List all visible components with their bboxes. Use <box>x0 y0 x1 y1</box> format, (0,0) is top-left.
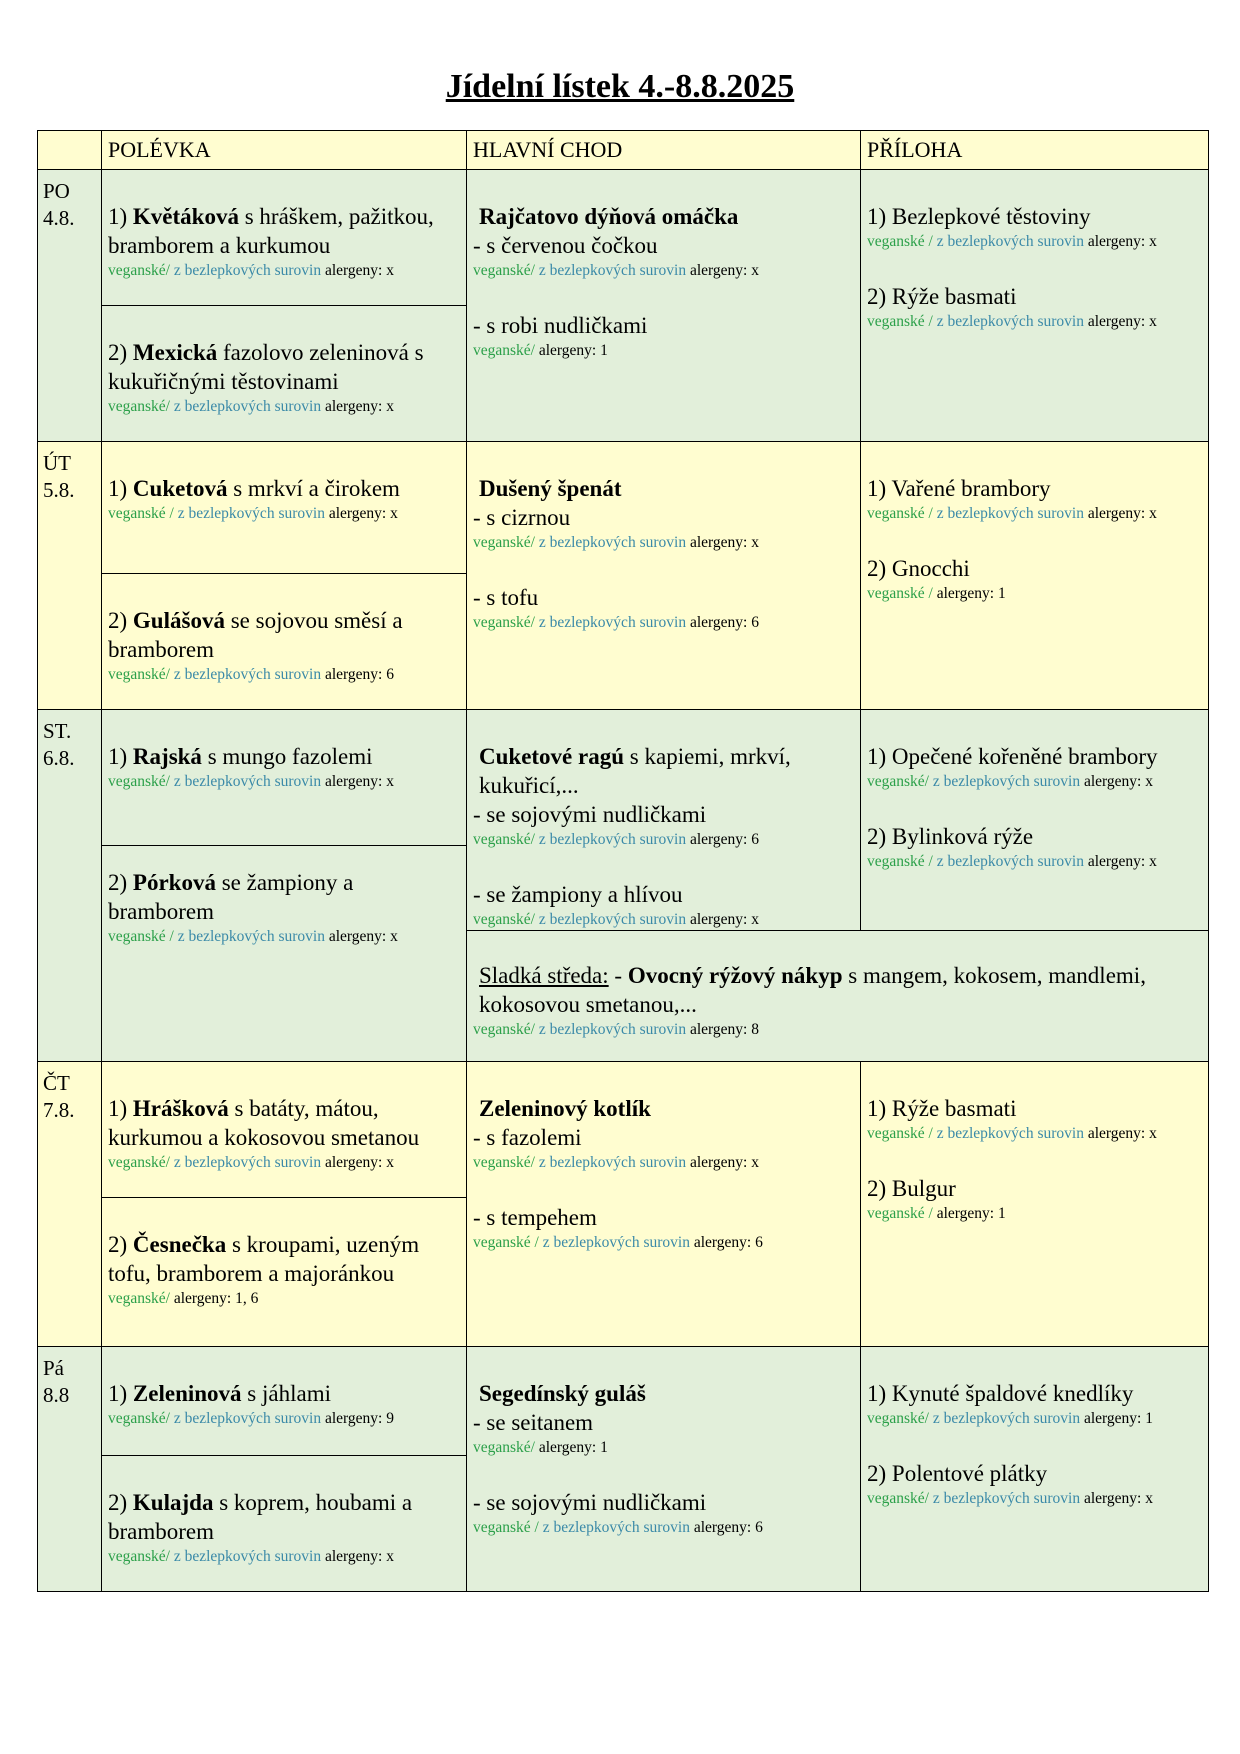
soup-number: 2) <box>108 1232 128 1257</box>
soup-name: Rajská <box>132 744 202 769</box>
vegan-tag: veganské/ <box>473 831 535 848</box>
option-text: - s cizrnou <box>473 505 571 530</box>
main-dish <box>473 1379 854 1408</box>
soup-number: 1) <box>108 476 128 501</box>
vegan-tag: veganské/ <box>473 1021 535 1038</box>
option-label <box>473 532 854 553</box>
vegan-tag: veganské / <box>867 505 933 522</box>
day-name: PO <box>43 179 70 203</box>
side-label <box>867 1488 1202 1509</box>
soup-label <box>108 664 460 685</box>
side-text: 1) Vařené brambory <box>867 476 1051 501</box>
allergens: alergeny: 1 <box>538 1439 608 1456</box>
vegan-tag: veganské/ <box>108 1410 170 1427</box>
option-label <box>473 1517 854 1538</box>
option-text: - s tempehem <box>473 1205 597 1230</box>
main-option <box>473 231 854 281</box>
main-dish <box>473 1094 854 1123</box>
allergens: alergeny: x <box>1087 505 1157 522</box>
soup-name: Hrášková <box>132 1096 229 1121</box>
soup-number: 2) <box>108 1490 128 1515</box>
sweet-name: Ovocný rýžový nákyp <box>627 963 843 988</box>
soup-number: 1) <box>108 744 128 769</box>
gluten-free-tag: z bezlepkových surovin <box>173 1154 322 1171</box>
side-text: 2) Bulgur <box>867 1176 956 1201</box>
sweet-label: Sladká středa: <box>479 963 609 988</box>
gluten-free-tag: z bezlepkových surovin <box>538 262 687 279</box>
soup-desc: s hráškem, pažitkou, bramborem a kurkumou <box>108 204 434 258</box>
allergens: alergeny: 6 <box>689 614 759 631</box>
day-name: ST. <box>43 719 72 743</box>
vegan-tag: veganské/ <box>108 262 170 279</box>
option-label <box>473 1437 854 1458</box>
side-label <box>867 1408 1202 1429</box>
gluten-free-tag: z bezlepkových surovin <box>173 262 322 279</box>
vegan-tag: veganské/ <box>473 262 535 279</box>
soup-number: 2) <box>108 870 128 895</box>
vegan-tag: veganské / <box>108 928 174 945</box>
allergens: alergeny: x <box>1083 1490 1153 1507</box>
soup-label <box>108 1546 460 1567</box>
main-option <box>473 1203 854 1253</box>
soup-desc: s mungo fazolemi <box>207 744 373 769</box>
option-label <box>473 909 854 930</box>
gluten-free-tag: z bezlepkových surovin <box>538 831 687 848</box>
side-label <box>867 771 1202 792</box>
allergens: alergeny: 6 <box>324 666 394 683</box>
main-desc: s kapiemi, mrkví, kukuřicí,... <box>479 744 791 798</box>
sweet-dish <box>473 961 1202 1019</box>
allergens: alergeny: x <box>324 398 394 415</box>
vegan-tag: veganské/ <box>867 773 929 790</box>
soup-label <box>108 260 460 281</box>
option-text: - se sojovými nudličkami <box>473 802 707 827</box>
vegan-tag: veganské/ <box>108 773 170 790</box>
soup-name: Květáková <box>132 204 239 229</box>
allergens: alergeny: x <box>328 928 398 945</box>
side-text: 1) Opečené kořeněné brambory <box>867 744 1158 769</box>
vegan-tag: veganské/ <box>108 1548 170 1565</box>
header-empty <box>38 131 102 170</box>
side-item <box>867 1174 1202 1224</box>
allergens: alergeny: x <box>324 1154 394 1171</box>
header-side: PŘÍLOHA <box>861 131 1209 170</box>
day-row <box>38 1062 1209 1198</box>
gluten-free-tag: z bezlepkových surovin <box>538 911 687 928</box>
soup-desc: s jáhlami <box>247 1381 331 1406</box>
allergens: alergeny: x <box>1087 313 1157 330</box>
side-cell <box>861 442 1209 710</box>
sweet-cell <box>467 931 1209 1062</box>
side-item <box>867 554 1202 604</box>
allergens: alergeny: x <box>1087 233 1157 250</box>
vegan-tag: veganské/ <box>108 1290 170 1307</box>
option-label <box>473 340 854 361</box>
side-text: 2) Gnocchi <box>867 556 970 581</box>
main-option <box>473 1408 854 1458</box>
soup-1 <box>108 742 460 771</box>
soup-number: 1) <box>108 1096 128 1121</box>
main-name: Zeleninový kotlík <box>479 1096 651 1121</box>
header-soup: POLÉVKA <box>102 131 467 170</box>
gluten-free-tag: z bezlepkových surovin <box>538 614 687 631</box>
option-text: - se žampiony a hlívou <box>473 882 683 907</box>
soup-cell <box>102 1062 467 1198</box>
vegan-tag: veganské / <box>867 1205 933 1222</box>
option-text: - s tofu <box>473 585 539 610</box>
soup-name: Cuketová <box>132 476 228 501</box>
main-cell <box>467 1347 861 1592</box>
soup-desc: s kroupami, uzeným tofu, bramborem a majoránkou <box>108 1232 420 1286</box>
gluten-free-tag: z bezlepkových surovin <box>173 398 322 415</box>
option-text: - s robi nudličkami <box>473 313 648 338</box>
gluten-free-tag: z bezlepkových surovin <box>538 534 687 551</box>
side-cell <box>861 1062 1209 1347</box>
soup-cell <box>102 846 467 1062</box>
allergens: alergeny: x <box>689 1154 759 1171</box>
allergens: alergeny: 8 <box>689 1021 759 1038</box>
day-row <box>38 442 1209 574</box>
side-cell <box>861 1347 1209 1592</box>
side-cell <box>861 170 1209 442</box>
page-title: Jídelní lístek 4.-8.8.2025 <box>445 68 795 105</box>
main-dish <box>473 474 854 503</box>
side-text: 1) Kynuté špaldové knedlíky <box>867 1381 1134 1406</box>
menu-table <box>37 130 1209 1592</box>
soup-1 <box>108 474 460 503</box>
main-option <box>473 583 854 633</box>
gluten-free-tag: z bezlepkových surovin <box>177 928 325 945</box>
main-option <box>473 311 854 361</box>
gluten-free-tag: z bezlepkových surovin <box>542 1519 690 1536</box>
main-name: Cuketové ragú <box>479 744 625 769</box>
option-text: - se sojovými nudličkami <box>473 1490 707 1515</box>
soup-desc: se žampiony a bramborem <box>108 870 354 924</box>
gluten-free-tag: z bezlepkových surovin <box>173 1548 322 1565</box>
vegan-tag: veganské/ <box>108 398 170 415</box>
gluten-free-tag: z bezlepkových surovin <box>538 1154 687 1171</box>
vegan-tag: veganské / <box>867 853 933 870</box>
day-row <box>38 170 1209 306</box>
day-cell <box>38 170 102 442</box>
vegan-tag: veganské/ <box>473 534 535 551</box>
vegan-tag: veganské / <box>867 313 933 330</box>
side-text: 1) Rýže basmati <box>867 1096 1017 1121</box>
main-dish <box>473 202 854 231</box>
allergens: alergeny: x <box>689 262 759 279</box>
header-main: HLAVNÍ CHOD <box>467 131 861 170</box>
gluten-free-tag: z bezlepkových surovin <box>936 313 1084 330</box>
soup-1 <box>108 1379 460 1408</box>
gluten-free-tag: z bezlepkových surovin <box>538 1021 687 1038</box>
side-cell <box>861 710 1209 931</box>
soup-desc: se sojovou směsí a bramborem <box>108 608 403 662</box>
day-row <box>38 1347 1209 1456</box>
soup-desc: fazolovo zeleninová s kukuřičnými těstovinami <box>108 340 424 394</box>
option-label <box>473 260 854 281</box>
day-date: 4.8. <box>43 206 75 230</box>
allergens: alergeny: x <box>689 534 759 551</box>
side-text: 1) Bezlepkové těstoviny <box>867 204 1091 229</box>
main-option <box>473 1123 854 1173</box>
allergens: alergeny: 1 <box>538 342 608 359</box>
main-name: Rajčatovo dýňová omáčka <box>479 204 739 229</box>
side-item <box>867 1459 1202 1509</box>
vegan-tag: veganské/ <box>867 1490 929 1507</box>
side-text: 2) Bylinková rýže <box>867 824 1034 849</box>
gluten-free-tag: z bezlepkových surovin <box>177 505 325 522</box>
soup-cell <box>102 442 467 574</box>
allergens: alergeny: x <box>1083 773 1153 790</box>
soup-label <box>108 926 460 947</box>
gluten-free-tag: z bezlepkových surovin <box>936 505 1084 522</box>
option-text: - s červenou čočkou <box>473 233 658 258</box>
side-label <box>867 1123 1202 1144</box>
allergens: alergeny: 6 <box>689 831 759 848</box>
side-item <box>867 822 1202 872</box>
soup-name: Gulášová <box>132 608 225 633</box>
side-item <box>867 742 1202 792</box>
side-item <box>867 202 1202 252</box>
side-label <box>867 583 1202 604</box>
soup-desc: s batáty, mátou, kurkumou a kokosovou smetanou <box>108 1096 420 1150</box>
main-dish <box>473 742 854 800</box>
gluten-free-tag: z bezlepkových surovin <box>932 1410 1081 1427</box>
soup-label <box>108 396 460 417</box>
main-option <box>473 1488 854 1538</box>
allergens: alergeny: 6 <box>693 1519 763 1536</box>
vegan-tag: veganské/ <box>473 342 535 359</box>
soup-1 <box>108 202 460 260</box>
allergens: alergeny: 1 <box>1083 1410 1153 1427</box>
day-date: 5.8. <box>43 478 75 502</box>
side-text: 2) Polentové plátky <box>867 1461 1048 1486</box>
soup-2 <box>108 868 460 926</box>
soup-label <box>108 1408 460 1429</box>
allergens: alergeny: x <box>1087 1125 1157 1142</box>
allergens: alergeny: 1, 6 <box>173 1290 259 1307</box>
day-cell <box>38 1062 102 1347</box>
soup-number: 1) <box>108 204 128 229</box>
side-label <box>867 1203 1202 1224</box>
soup-cell <box>102 710 467 846</box>
day-date: 6.8. <box>43 746 75 770</box>
sweet-label <box>473 1019 1202 1040</box>
day-name: ČT <box>43 1071 70 1095</box>
gluten-free-tag: z bezlepkových surovin <box>936 853 1084 870</box>
main-cell <box>467 170 861 442</box>
day-name: ÚT <box>43 451 71 475</box>
vegan-tag: veganské/ <box>473 911 535 928</box>
soup-2 <box>108 1230 460 1288</box>
option-label <box>473 1152 854 1173</box>
soup-label <box>108 503 460 524</box>
vegan-tag: veganské/ <box>473 1439 535 1456</box>
vegan-tag: veganské/ <box>108 1154 170 1171</box>
side-item <box>867 282 1202 332</box>
allergens: alergeny: x <box>689 911 759 928</box>
allergens: alergeny: 1 <box>936 585 1006 602</box>
soup-name: Zeleninová <box>132 1381 242 1406</box>
gluten-free-tag: z bezlepkových surovin <box>936 233 1084 250</box>
soup-2 <box>108 1488 460 1546</box>
main-name: Dušený špenát <box>479 476 622 501</box>
soup-number: 1) <box>108 1381 128 1406</box>
vegan-tag: veganské / <box>473 1519 539 1536</box>
allergens: alergeny: x <box>1087 853 1157 870</box>
vegan-tag: veganské/ <box>108 666 170 683</box>
soup-1 <box>108 1094 460 1152</box>
main-cell <box>467 1062 861 1347</box>
soup-desc: s koprem, houbami a bramborem <box>108 1490 413 1544</box>
vegan-tag: veganské / <box>867 585 933 602</box>
soup-cell <box>102 1456 467 1592</box>
soup-label <box>108 771 460 792</box>
vegan-tag: veganské/ <box>473 614 535 631</box>
soup-name: Mexická <box>132 340 218 365</box>
allergens: alergeny: x <box>324 773 394 790</box>
soup-cell <box>102 1198 467 1347</box>
soup-label <box>108 1152 460 1173</box>
soup-name: Pórková <box>132 870 216 895</box>
sweet-desc: s mangem, kokosem, mandlemi, kokosovou smetanou,... <box>479 963 1146 1017</box>
day-cell <box>38 442 102 710</box>
soup-number: 2) <box>108 608 128 633</box>
allergens: alergeny: x <box>328 505 398 522</box>
day-date: 8.8 <box>43 1383 70 1407</box>
gluten-free-tag: z bezlepkových surovin <box>542 1234 690 1251</box>
main-option <box>473 503 854 553</box>
allergens: alergeny: x <box>324 262 394 279</box>
day-row <box>38 710 1209 846</box>
gluten-free-tag: z bezlepkových surovin <box>173 1410 322 1427</box>
allergens: alergeny: x <box>324 1548 394 1565</box>
gluten-free-tag: z bezlepkových surovin <box>932 1490 1081 1507</box>
vegan-tag: veganské / <box>473 1234 539 1251</box>
side-text: 2) Rýže basmati <box>867 284 1017 309</box>
sweet-dash: - <box>614 963 623 988</box>
main-option <box>473 800 854 850</box>
main-cell <box>467 442 861 710</box>
day-cell <box>38 1347 102 1592</box>
soup-cell <box>102 306 467 442</box>
option-text: - s fazolemi <box>473 1125 582 1150</box>
soup-cell <box>102 1347 467 1456</box>
side-label <box>867 503 1202 524</box>
gluten-free-tag: z bezlepkových surovin <box>173 666 322 683</box>
vegan-tag: veganské / <box>867 1125 933 1142</box>
soup-2 <box>108 338 460 396</box>
header-row <box>38 131 1209 170</box>
allergens: alergeny: 1 <box>936 1205 1006 1222</box>
soup-name: Kulajda <box>132 1490 214 1515</box>
soup-name: Česnečka <box>132 1232 227 1257</box>
soup-cell <box>102 574 467 710</box>
main-name: Segedínský guláš <box>479 1381 646 1406</box>
gluten-free-tag: z bezlepkových surovin <box>932 773 1081 790</box>
day-name: Pá <box>43 1356 64 1380</box>
day-date: 7.8. <box>43 1098 75 1122</box>
vegan-tag: veganské/ <box>867 1410 929 1427</box>
gluten-free-tag: z bezlepkových surovin <box>936 1125 1084 1142</box>
soup-label <box>108 1288 460 1309</box>
allergens: alergeny: 9 <box>324 1410 394 1427</box>
vegan-tag: veganské / <box>867 233 933 250</box>
day-cell <box>38 710 102 1062</box>
soup-desc: s mrkví a čirokem <box>233 476 400 501</box>
side-item <box>867 1094 1202 1144</box>
vegan-tag: veganské/ <box>473 1154 535 1171</box>
main-cell <box>467 710 861 931</box>
soup-number: 2) <box>108 340 128 365</box>
soup-cell <box>102 170 467 306</box>
main-option <box>473 880 854 930</box>
side-item <box>867 1379 1202 1429</box>
option-label <box>473 829 854 850</box>
gluten-free-tag: z bezlepkových surovin <box>173 773 322 790</box>
side-item <box>867 474 1202 524</box>
vegan-tag: veganské / <box>108 505 174 522</box>
side-label <box>867 851 1202 872</box>
allergens: alergeny: 6 <box>693 1234 763 1251</box>
side-label <box>867 311 1202 332</box>
option-text: - se seitanem <box>473 1410 594 1435</box>
soup-2 <box>108 606 460 664</box>
option-label <box>473 612 854 633</box>
side-label <box>867 231 1202 252</box>
option-label <box>473 1232 854 1253</box>
